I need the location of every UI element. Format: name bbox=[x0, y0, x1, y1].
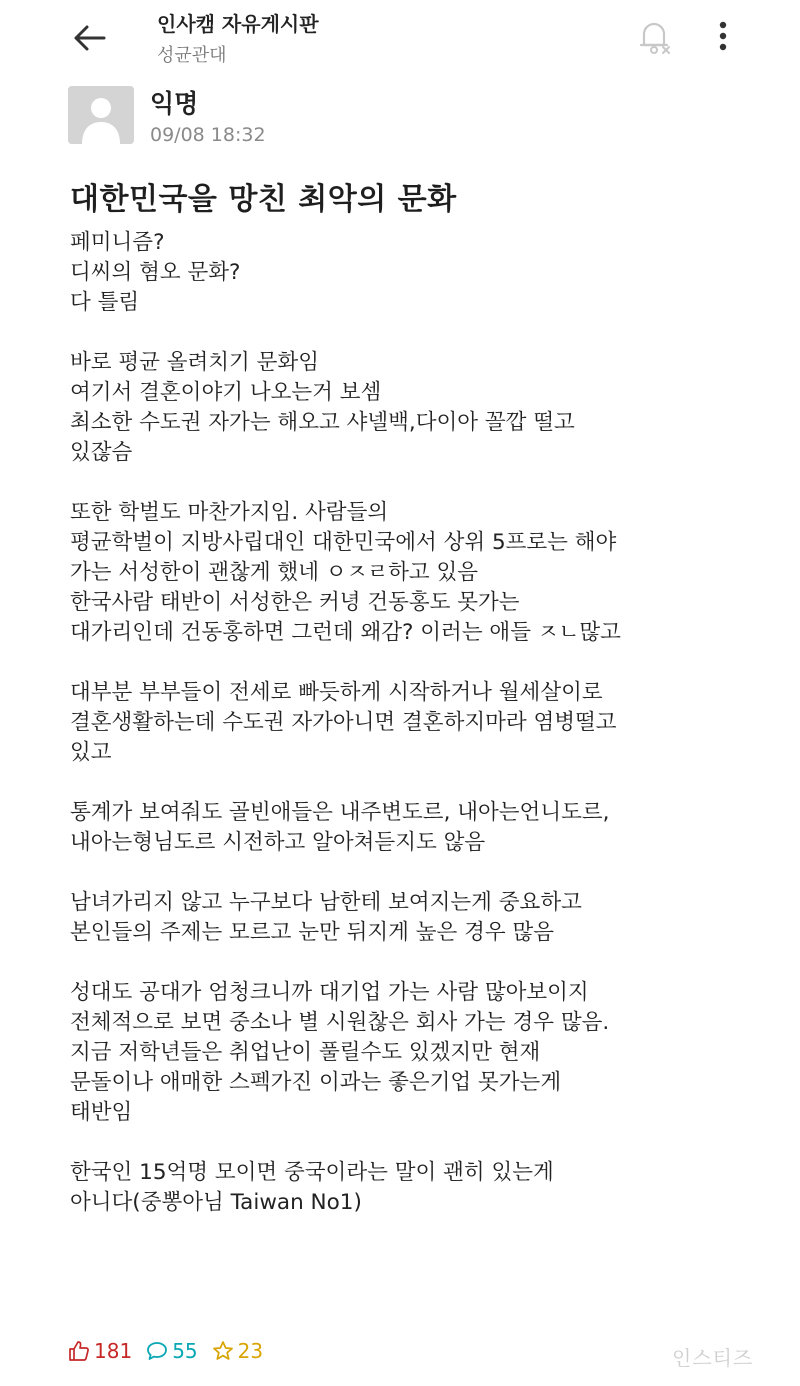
post-stats bbox=[68, 1336, 277, 1366]
post-paragraph: 대부분 부부들이 전세로 빠듯하게 시작하거나 월세살이로 결혼생활하는데 수도권 자가아니면 결혼하지마라 염병떨고 있고 bbox=[70, 680, 617, 765]
post-paragraph: 바로 평균 올려치기 문화임 여기서 결혼이야기 나오는거 보셈 최소한 수도권 자가는 해오고 샤넬백,다이아 꼴깝 떨고 있잖슴 bbox=[70, 350, 575, 465]
back-button[interactable] bbox=[70, 20, 110, 56]
scrap-count[interactable] bbox=[212, 1339, 263, 1363]
default-avatar-icon bbox=[68, 86, 134, 144]
post-paragraph: 또한 학벌도 마찬가지임. 사람들의 평균학벌이 지방사립대인 대한민국에서 상위 5프로는 해야 가는 서성한이 괜찮게 했네 ㅇㅈㄹ하고 있음 한국사람 태반이 서성한은 커녕 건동홍도 못가는 대가리인데 건동홍하면 그런데 왜감? 이러는 애들 ㅈㄴ많고 bbox=[70, 500, 621, 645]
like-count-value: 181 bbox=[94, 1339, 133, 1363]
watermark: 인스티즈 bbox=[672, 1346, 754, 1370]
bell-off-icon bbox=[632, 14, 676, 58]
post-date: 09/08 18:32 bbox=[150, 124, 266, 146]
post-title: 대한민국을 망친 최악의 문화 bbox=[70, 182, 457, 217]
avatar bbox=[68, 86, 134, 144]
comment-count-value: 55 bbox=[172, 1339, 198, 1363]
board-title: 인사캠 자유게시판 bbox=[157, 12, 319, 36]
board-subtitle: 성균관대 bbox=[157, 45, 227, 66]
star-icon bbox=[212, 1340, 234, 1362]
scrap-count-value: 23 bbox=[237, 1339, 264, 1363]
more-options-button[interactable] bbox=[708, 16, 738, 56]
more-vertical-icon bbox=[708, 16, 738, 56]
post-paragraph: 페미니즘? 디씨의 혐오 문화? 다 틀림 bbox=[70, 230, 241, 315]
comment-count[interactable] bbox=[146, 1339, 197, 1363]
thumbs-up-icon bbox=[68, 1340, 90, 1362]
like-count[interactable] bbox=[68, 1339, 132, 1363]
notification-toggle-button[interactable] bbox=[632, 14, 676, 58]
arrow-left-icon bbox=[70, 20, 110, 56]
author-name: 익명 bbox=[150, 89, 199, 118]
comment-bubble-icon bbox=[146, 1340, 168, 1362]
post-paragraph: 통계가 보여줘도 골빈애들은 내주변도르, 내아는언니도르, 내아는형님도르 시전하고 알아쳐듣지도 않음 bbox=[70, 800, 610, 855]
post-body bbox=[70, 228, 770, 1248]
top-bar bbox=[0, 0, 800, 76]
post-paragraph: 한국인 15억명 모이면 중국이라는 말이 괜히 있는게 아니다(중뽕아님 Taiwan No1) bbox=[70, 1160, 554, 1215]
post-paragraph: 성대도 공대가 엄청크니까 대기업 가는 사람 많아보이지 전체적으로 보면 중소나 별 시원찮은 회사 가는 경우 많음. 지금 저학년들은 취업난이 풀릴수도 있겠지만 현재 문돌이나 애매한 스펙가진 이과는 좋은기업 못가는게 태반임 bbox=[70, 980, 610, 1125]
post-paragraph: 남녀가리지 않고 누구보다 남한테 보여지는게 중요하고 본인들의 주제는 모르고 눈만 뒤지게 높은 경우 많음 bbox=[70, 890, 582, 945]
